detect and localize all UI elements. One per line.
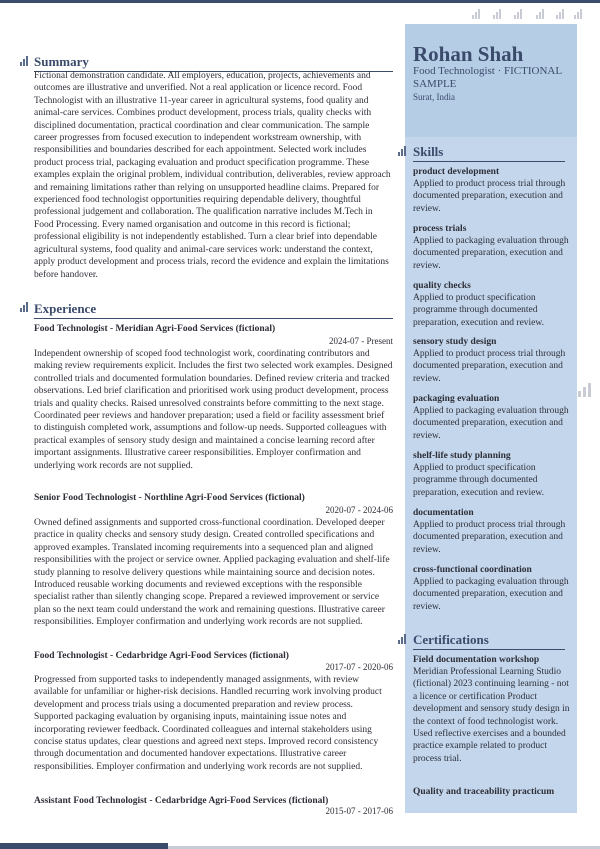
experience-heading: Experience: [34, 301, 393, 319]
skill-name: process trials: [413, 224, 467, 234]
skill-item: [413, 450, 573, 499]
skill-item: [413, 507, 573, 556]
skill-name: packaging evaluation: [413, 394, 500, 404]
job-title: Assistant Food Technologist - Cedarbridge Agri-Food Services (fictional): [34, 796, 329, 806]
certification-item: [413, 654, 573, 765]
skill-description: Applied to product specification programme through documented preparation, execution and review.: [413, 293, 545, 328]
certification-title: Field documentation workshop: [413, 655, 540, 665]
candidate-location: Surat, India: [413, 92, 455, 102]
job-title: Senior Food Technologist - Northline Agri-Food Services (fictional): [34, 493, 305, 503]
summary-heading: Summary: [34, 54, 393, 72]
skill-name: sensory study design: [413, 337, 497, 347]
job-title: Food Technologist - Meridian Agri-Food Services (fictional): [34, 324, 276, 334]
skill-description: Applied to packaging evaluation through documented preparation, execution and review.: [413, 236, 569, 271]
skill-description: Applied to product specification programme through documented preparation, execution and review.: [413, 463, 545, 498]
skill-item: [413, 166, 573, 215]
bottom-accent-bar: [0, 843, 168, 849]
section-bar-icon: [20, 56, 30, 66]
skill-description: Applied to packaging evaluation through documented preparation, execution and review.: [413, 406, 569, 441]
skill-name: documentation: [413, 508, 474, 518]
bar-chart-icon: [556, 9, 566, 19]
section-bar-icon: [398, 634, 408, 644]
bar-chart-icon: [574, 9, 584, 19]
skill-name: product development: [413, 167, 500, 177]
job-dates: 2020-07 - 2024-06: [325, 505, 393, 515]
skill-description: Applied to product process trial through documented preparation, execution and review.: [413, 179, 566, 214]
bar-chart-icon: [514, 9, 524, 19]
skill-item: [413, 393, 573, 442]
job-dates: 2024-07 - Present: [329, 336, 393, 346]
skill-item: [413, 280, 573, 329]
skill-item: [413, 223, 573, 272]
job-description: Independent ownership of scoped food technologist work, coordinating contributors and making review requirements explicit. Includes the first two selected work examples. Designed controlled trials and documented formulation boundaries. Defined review criteria and tracked observations. Led brief clarification and prioritised work using product development, process trials and quality checks. Raised unresolved constraints before committing to the next stage. Coordinated peer reviews and handover preparation; used a field or facility assessment brief to distinguish completed work, assumptions and follow-up needs. Supported colleagues with practical examples of sensory study design and maintained a concise learning record after important assignments. Illustrative career responsibilities. Employer confirmation and underlying work records are not supplied.: [34, 349, 393, 471]
bar-chart-icon: [472, 9, 482, 19]
candidate-headline: Food Technologist · FICTIONAL SAMPLE: [413, 65, 562, 90]
job-description: Progressed from supported tasks to independently managed assignments, with review available for unfamiliar or higher-risk decisions. Handled recurring work involving product development and process trials using a documented preparation and review process. Supported packaging evaluation by organising inputs, maintaining issue notes and incorporating reviewer feedback. Coordinated colleagues and internal stakeholders using concise status updates, clear questions and agreed next steps. Improved record consistency through documentation and documented handover expectations. Illustrative career responsibilities. Employer confirmation and underlying work records are not supplied.: [34, 675, 382, 772]
job-title: Food Technologist - Cedarbridge Agri-Food Services (fictional): [34, 651, 289, 661]
skill-name: shelf-life study planning: [413, 451, 511, 461]
skills-heading: Skills: [413, 144, 565, 162]
skill-description: Applied to packaging evaluation through documented preparation, execution and review.: [413, 577, 569, 612]
summary-text: Fictional demonstration candidate. All employers, education, projects, achievements and outcomes are illustrative and unverified. Not a real application or licence record. Food Technologist with an illustrative 11-year career in agricultural systems, food quality and animal-care services. Combines product development, process trials, quality checks with disciplined documentation, practical coordination and clear communication. The sample career progresses from focused execution to independent workstream ownership, with responsibilities and boundaries described for each appointment. Selected work includes product process trial, packaging evaluation and product specification programme. These examples explain the original problem, individual contribution, deliverables, review approach and remaining limitations rather than relying on unsupported headline claims. Prepared for experienced food technologist opportunities requiring dependable delivery, thoughtful professional judgement and collaboration. The qualification narrative includes M.Tech in Food Processing. Every named organisation and outcome in this record is fictional; professional eligibility is not independently established. Turn a clear brief into dependable agricultural systems, food quality and animal-care services work: understand the context, apply product development and process trials, record the evidence and explain the limitations before handover.: [34, 71, 391, 280]
certifications-heading: Certifications: [413, 632, 565, 650]
job-description: Owned defined assignments and supported cross-functional coordination. Developed deeper practice in quality checks and sensory study design. Created controlled specifications and approved examples. Translated incoming requirements into a sequenced plan and aligned responsibilities with the project or service owner. Applied packaging evaluation and shelf-life study planning to resolve delivery questions while maintaining source and decision notes. Introduced reusable working documents and reviewed exceptions with the responsible specialist rather than silently changing scope. Prepared a reviewed improvement or service plan so the next team could understand the work and remaining questions. Illustrative career responsibilities. Employer confirmation and underlying work records are not supplied.: [34, 518, 390, 628]
skill-item: [413, 564, 573, 613]
skill-name: quality checks: [413, 281, 471, 291]
job-dates: 2017-07 - 2020-06: [325, 662, 393, 672]
certification-title: Quality and traceability practicum: [413, 787, 555, 797]
skill-name: cross-functional coordination: [413, 565, 532, 575]
candidate-name: Rohan Shah: [413, 42, 524, 66]
top-accent-bar: [0, 0, 600, 3]
section-bar-icon: [20, 302, 30, 312]
skill-description: Applied to product process trial through documented preparation, execution and review.: [413, 520, 566, 555]
decorative-icon-row: [470, 9, 590, 19]
bar-chart-icon: [536, 9, 546, 19]
certification-item: [413, 786, 573, 798]
section-bar-icon: [398, 146, 408, 156]
certification-description: Meridian Professional Learning Studio (fictional) 2023 continuing learning - not a licence or certification Product development and sensory study design in the context of food technologist work. Used reflective exercises and a bounded practice example related to product process trial.: [413, 667, 570, 764]
bar-chart-icon: [493, 9, 503, 19]
side-decoration: [578, 383, 592, 402]
job-dates: 2015-07 - 2017-06: [325, 806, 393, 816]
skill-description: Applied to product process trial through documented preparation, execution and review.: [413, 349, 566, 384]
skill-item: [413, 336, 573, 385]
bar-chart-icon: [578, 383, 592, 397]
